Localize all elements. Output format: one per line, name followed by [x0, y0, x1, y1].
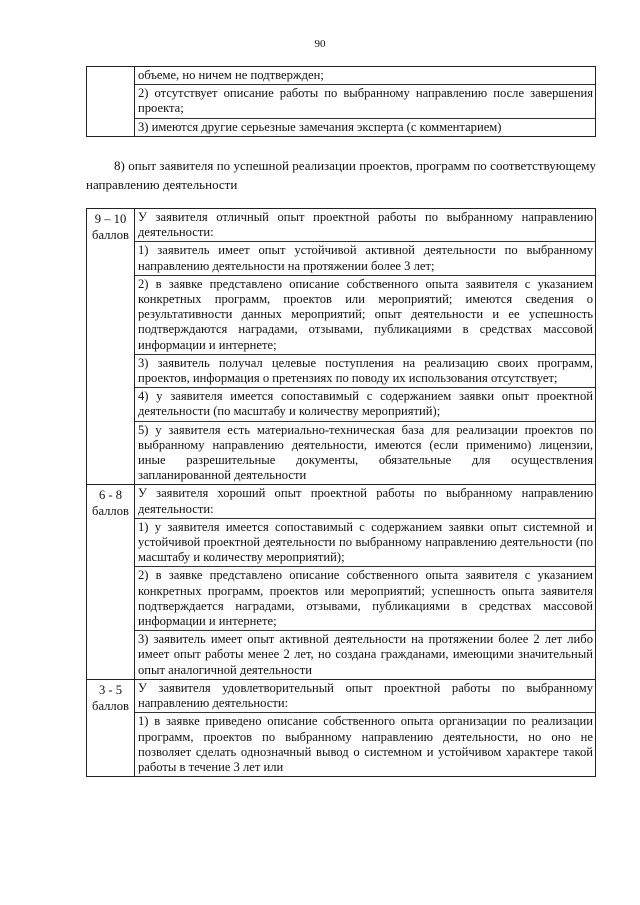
score-cell: 6 - 8 баллов	[87, 485, 135, 679]
list-item: 5) у заявителя есть материально-техническая база для реализации проектов по выбранному направлению деятельности, имеются (если применимо) лицензии, иные разрешительные документы, обязательные для осуществления запланированной деятельности	[138, 422, 593, 483]
content-cell	[135, 485, 596, 679]
list-item: 1) у заявителя имеется сопоставимый с содержанием заявки опыт системной и устойчивой проектной деятельности по выбранному направлению деятельности (по масштабу и количеству мероприятий);	[135, 519, 595, 568]
list-item: 3) заявитель имеет опыт активной деятельности на протяжении более 2 лет либо имеет опыт работы менее 2 лет, но создана гражданами, имеющими значительный опыт аналогичной деятельности	[138, 632, 593, 677]
content-cell	[135, 209, 596, 485]
content-cell	[135, 679, 596, 776]
score-cell: 9 – 10 баллов	[87, 209, 135, 485]
list-item: 2) в заявке представлено описание собственного опыта заявителя с указанием конкретных программ, проектов или мероприятий; успешность опыта заявителя подтверждается наградами, отзывами, публикациями в средствах массовой информации и интернете;	[135, 567, 595, 631]
table-row	[87, 485, 596, 679]
score-cell	[87, 67, 135, 137]
table-row	[87, 67, 596, 137]
list-item: У заявителя удовлетворительный опыт проектной работы по выбранному направлению деятельности:	[135, 680, 595, 713]
criterion-heading: 8) опыт заявителя по успешной реализации проектов, программ по соответствующему направлению деятельности	[86, 158, 596, 192]
top-criteria-table	[86, 66, 596, 137]
list-item: 2) отсутствует описание работы по выбранному направлению после завершения проекта;	[135, 85, 595, 118]
list-item: 4) у заявителя имеется сопоставимый с содержанием заявки опыт проектной деятельности (по масштабу и количеству мероприятий);	[135, 388, 595, 421]
list-item: объеме, но ничем не подтвержден;	[135, 67, 595, 85]
list-item: 3) имеются другие серьезные замечания эксперта (с комментарием)	[138, 119, 502, 134]
scoring-table	[86, 208, 596, 777]
list-item: 1) в заявке приведено описание собственного опыта организации по реализации программ, проектов по выбранному направлению деятельности, но оно не позволяет сделать однозначный вывод о системном и устойчивом характере такой работы в течение 3 лет или	[138, 714, 593, 774]
score-cell: 3 - 5 баллов	[87, 679, 135, 776]
list-item: 1) заявитель имеет опыт устойчивой активной деятельности по выбранному направлению деятельности на протяжении более 3 лет;	[135, 242, 595, 275]
table-row	[87, 209, 596, 485]
list-item: У заявителя хороший опыт проектной работы по выбранному направлению деятельности:	[135, 485, 595, 518]
list-item: У заявителя отличный опыт проектной работы по выбранному направлению деятельности:	[135, 209, 595, 242]
content-cell	[135, 67, 596, 137]
list-item: 3) заявитель получал целевые поступления на реализацию своих программ, проектов, информация о претензиях по поводу их использования отсутствует;	[135, 355, 595, 388]
table-row	[87, 679, 596, 776]
list-item: 2) в заявке представлено описание собственного опыта заявителя с указанием конкретных программ, проектов или мероприятий; имеются сведения о результативности данных мероприятий; опыт деятельности и ее успешность подтверждаются наградами, отзывами, публикациями в средствах массовой информации и интернете;	[135, 276, 595, 355]
page-number: 90	[314, 38, 326, 50]
